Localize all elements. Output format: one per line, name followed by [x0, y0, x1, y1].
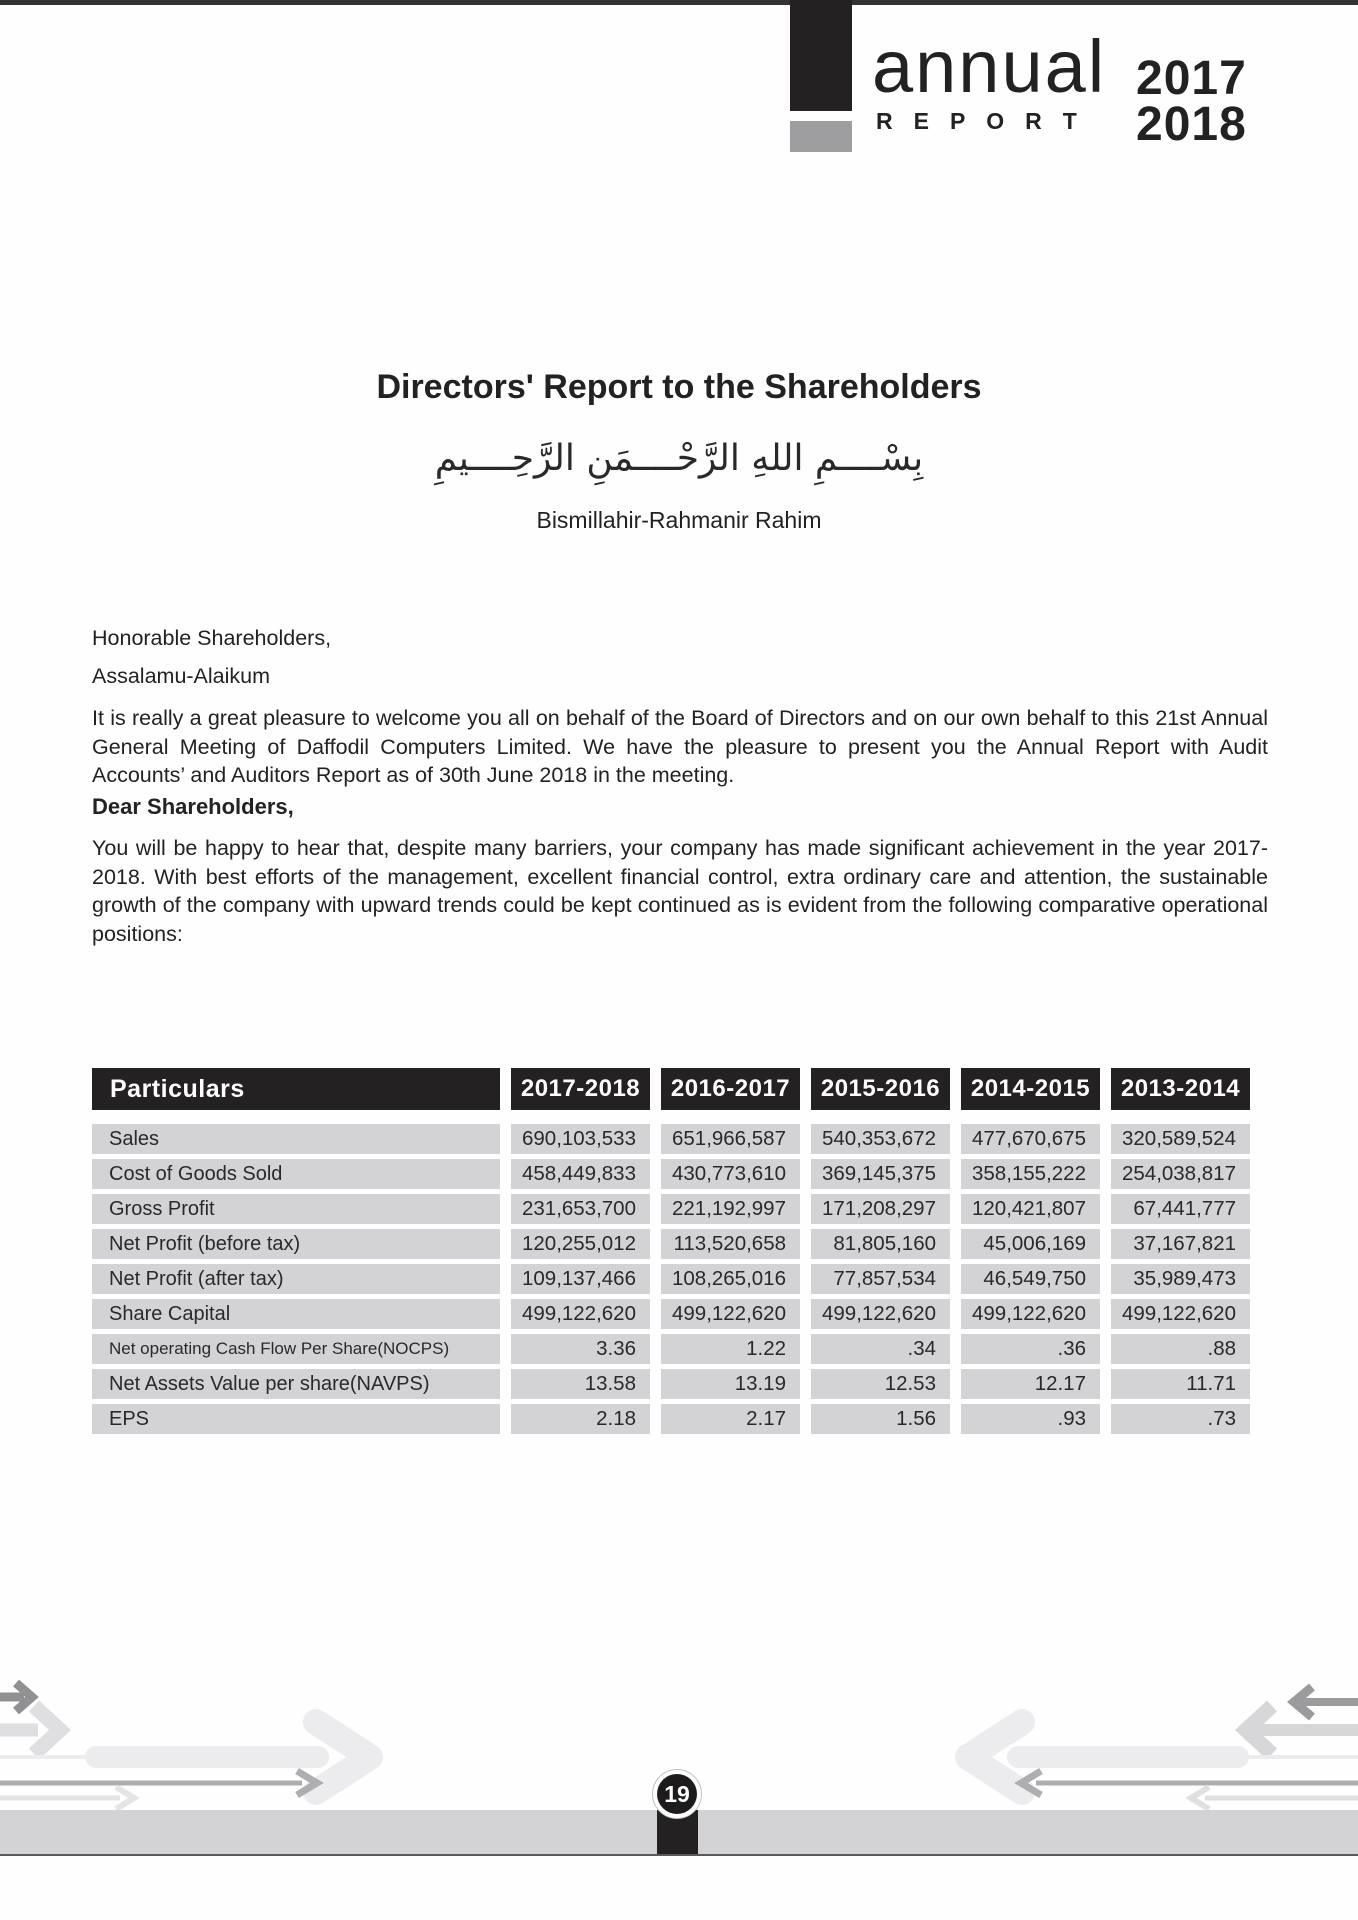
masthead-gray-block — [790, 121, 852, 152]
cell-value: .34 — [811, 1334, 950, 1364]
cell-value: 320,589,524 — [1111, 1124, 1250, 1154]
paragraph-welcome: It is really a great pleasure to welcome you all on behalf of the Board of Directors and on our own behalf to this 21st Annual General Meeting of Daffodil Computers Limited. We have the pleasure to present you the Annual Report with Audit Accounts’ and Auditors Report as of 30th June 2018 in the meeting. — [92, 706, 1268, 787]
cell-value: 369,145,375 — [811, 1159, 950, 1189]
header-2013-2014: 2013-2014 — [1111, 1068, 1250, 1110]
cell-value: 231,653,700 — [511, 1194, 650, 1224]
cell-value: 499,122,620 — [511, 1299, 650, 1329]
cell-value: 77,857,534 — [811, 1264, 950, 1294]
masthead-year-bottom: 2018 — [1136, 98, 1247, 151]
header-2014-2015: 2014-2015 — [961, 1068, 1100, 1110]
row-label: Net Profit (before tax) — [92, 1229, 500, 1259]
cell-value: 651,966,587 — [661, 1124, 800, 1154]
cell-value: 113,520,658 — [661, 1229, 800, 1259]
cell-value: 81,805,160 — [811, 1229, 950, 1259]
cell-value: 171,208,297 — [811, 1194, 950, 1224]
salutation-assalamu: Assalamu-Alaikum — [92, 664, 271, 688]
masthead-year-top: 2017 — [1136, 52, 1247, 105]
cell-value: 37,167,821 — [1111, 1229, 1250, 1259]
cell-value: 12.17 — [961, 1369, 1100, 1399]
cell-value: 477,670,675 — [961, 1124, 1100, 1154]
cell-value: 2.18 — [511, 1404, 650, 1434]
paragraph-achievement: You will be happy to hear that, despite many barriers, your company has made significant achievement in the year 2017-2018. With best efforts of the management, excellent financial control, extra ordinary care and attention, the sustainable growth of the company with upward trends could be kept continued as is evident from the following comparative operational positions: — [92, 836, 1268, 946]
cell-value: 12.53 — [811, 1369, 950, 1399]
header-particulars: Particulars — [92, 1068, 500, 1110]
salutation-honorable: Honorable Shareholders, — [92, 626, 332, 650]
cell-value: 499,122,620 — [961, 1299, 1100, 1329]
bismillah-transliteration: Bismillahir-Rahmanir Rahim — [536, 507, 822, 533]
cell-value: 46,549,750 — [961, 1264, 1100, 1294]
cell-value: 11.71 — [1111, 1369, 1250, 1399]
row-label: Net Profit (after tax) — [92, 1264, 500, 1294]
cell-value: 458,449,833 — [511, 1159, 650, 1189]
cell-value: 13.58 — [511, 1369, 650, 1399]
table-header-row — [92, 1068, 1250, 1110]
arrows-left-cluster — [0, 1683, 370, 1809]
top-edge-bar — [0, 0, 1358, 5]
cell-value: 1.56 — [811, 1404, 950, 1434]
header-2016-2017: 2016-2017 — [661, 1068, 800, 1110]
arrows-right-cluster — [968, 1687, 1358, 1809]
row-label: Sales — [92, 1124, 500, 1154]
masthead-annual-wordmark: annual — [872, 25, 1107, 108]
masthead-report-wordmark: REPORT — [876, 108, 1098, 134]
page-number: 19 — [657, 1774, 697, 1814]
header-2017-2018: 2017-2018 — [511, 1068, 650, 1110]
cell-value: 67,441,777 — [1111, 1194, 1250, 1224]
cell-value: 499,122,620 — [661, 1299, 800, 1329]
cell-value: 120,255,012 — [511, 1229, 650, 1259]
cell-value: 3.36 — [511, 1334, 650, 1364]
cell-value: 120,421,807 — [961, 1194, 1100, 1224]
cell-value: .88 — [1111, 1334, 1250, 1364]
row-label: EPS — [92, 1404, 500, 1434]
cell-value: 358,155,222 — [961, 1159, 1100, 1189]
cell-value: 35,989,473 — [1111, 1264, 1250, 1294]
cell-value: 430,773,610 — [661, 1159, 800, 1189]
cell-value: 1.22 — [661, 1334, 800, 1364]
table-body — [92, 1124, 1250, 1434]
cell-value: 499,122,620 — [811, 1299, 950, 1329]
row-label: Net operating Cash Flow Per Share(NOCPS) — [92, 1334, 500, 1364]
cell-value: 540,353,672 — [811, 1124, 950, 1154]
cell-value: 45,006,169 — [961, 1229, 1100, 1259]
cell-value: .93 — [961, 1404, 1100, 1434]
cell-value: 108,265,016 — [661, 1264, 800, 1294]
heading-dear-shareholders: Dear Shareholders, — [92, 794, 294, 819]
row-label: Cost of Goods Sold — [92, 1159, 500, 1189]
cell-value: 13.19 — [661, 1369, 800, 1399]
row-label: Gross Profit — [92, 1194, 500, 1224]
masthead-years — [1136, 52, 1247, 151]
cell-value: .73 — [1111, 1404, 1250, 1434]
masthead-black-block — [790, 0, 852, 111]
cell-value: 221,192,997 — [661, 1194, 800, 1224]
header-2015-2016: 2015-2016 — [811, 1068, 950, 1110]
page-number-badge — [652, 1769, 702, 1819]
cell-value: 690,103,533 — [511, 1124, 650, 1154]
bismillah-calligraphy: بِسْــــمِ اللهِ الرَّحْــــمَنِ الرَّحِــــيمِ — [434, 438, 924, 479]
page-title: Directors' Report to the Shareholders — [376, 368, 982, 406]
cell-value: 499,122,620 — [1111, 1299, 1250, 1329]
cell-value: 109,137,466 — [511, 1264, 650, 1294]
cell-value: .36 — [961, 1334, 1100, 1364]
row-label: Net Assets Value per share(NAVPS) — [92, 1369, 500, 1399]
row-label: Share Capital — [92, 1299, 500, 1329]
cell-value: 2.17 — [661, 1404, 800, 1434]
financial-comparison-table — [92, 1068, 1250, 1434]
cell-value: 254,038,817 — [1111, 1159, 1250, 1189]
